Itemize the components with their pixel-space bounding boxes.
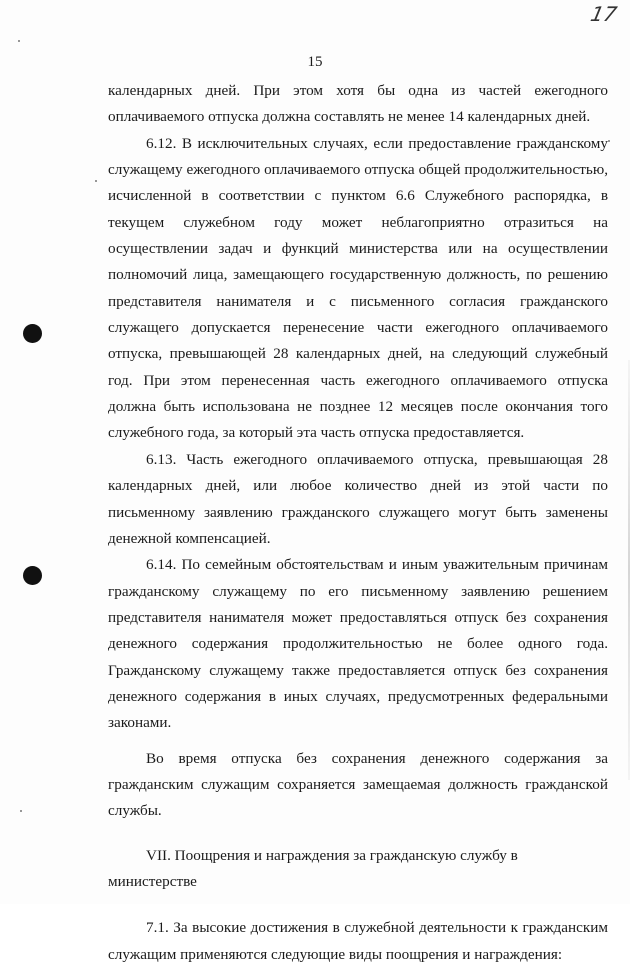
paragraph-unpaid-leave: Во время отпуска без сохранения денежного содержания за гражданским служащим сохраняется замещаемая должность гражданской службы. xyxy=(108,749,608,820)
page-number: 15 xyxy=(307,54,323,70)
paragraph-6-12: 6.12. В исключительных случаях, если предоставление гражданскому служащему ежегодного оплачиваемого отпуска общей продолжительностью, исчисленной в соответствии с пунктом 6.6 Служебного распорядка, в текущем служебном году может неблагоприятно отразиться на осуществлении задач и функций министерства или на осуществлении полномочий лица, замещающего государственную должность, по решению представителя нанимателя и с письменного согласия гражданского служащего допускается перенесение части ежегодного оплачиваемого отпуска, превышающей 28 календарных дней, на следующий служебный год. При этом перенесенная часть ежегодного оплачиваемого отпуска должна быть использована не позднее 12 месяцев после окончания того служебного года, за который эта часть отпуска предоставляется. xyxy=(108,134,608,442)
document-body xyxy=(108,78,608,968)
scan-speck xyxy=(608,140,610,142)
paragraph-7-1: 7.1. За высокие достижения в служебной деятельности к гражданским служащим применяются следующие виды поощрения и награждения: xyxy=(108,919,608,963)
paragraph-6-13: 6.13. Часть ежегодного оплачиваемого отпуска, превышающая 28 календарных дней, или любое количество дней из этой части по письменному заявлению гражданского служащего могут быть заменены денежной компенсацией. xyxy=(108,450,608,547)
scan-speck xyxy=(20,810,22,812)
paragraph-6-14: 6.14. По семейным обстоятельствам и иным уважительным причинам гражданскому служащему по его письменному заявлению решением представителя нанимателя может предоставляться отпуск без сохранения денежного содержания продолжительностью не более одного года. Гражданскому служащему также предоставляется отпуск без сохранения денежного содержания в иных случаях, предусмотренных федеральными законами. xyxy=(108,556,608,732)
handwritten-page-number: 17 xyxy=(587,2,619,26)
scan-speck xyxy=(18,40,20,42)
scan-speck xyxy=(95,180,97,182)
punch-hole xyxy=(23,566,42,585)
section-heading-vii: VII. Поощрения и награждения за гражданскую службу в министерстве xyxy=(108,846,518,890)
paragraph-continuation: календарных дней. При этом хотя бы одна из частей ежегодного оплачиваемого отпуска должна составлять не менее 14 календарных дней. xyxy=(108,82,608,126)
punch-hole xyxy=(23,324,42,343)
